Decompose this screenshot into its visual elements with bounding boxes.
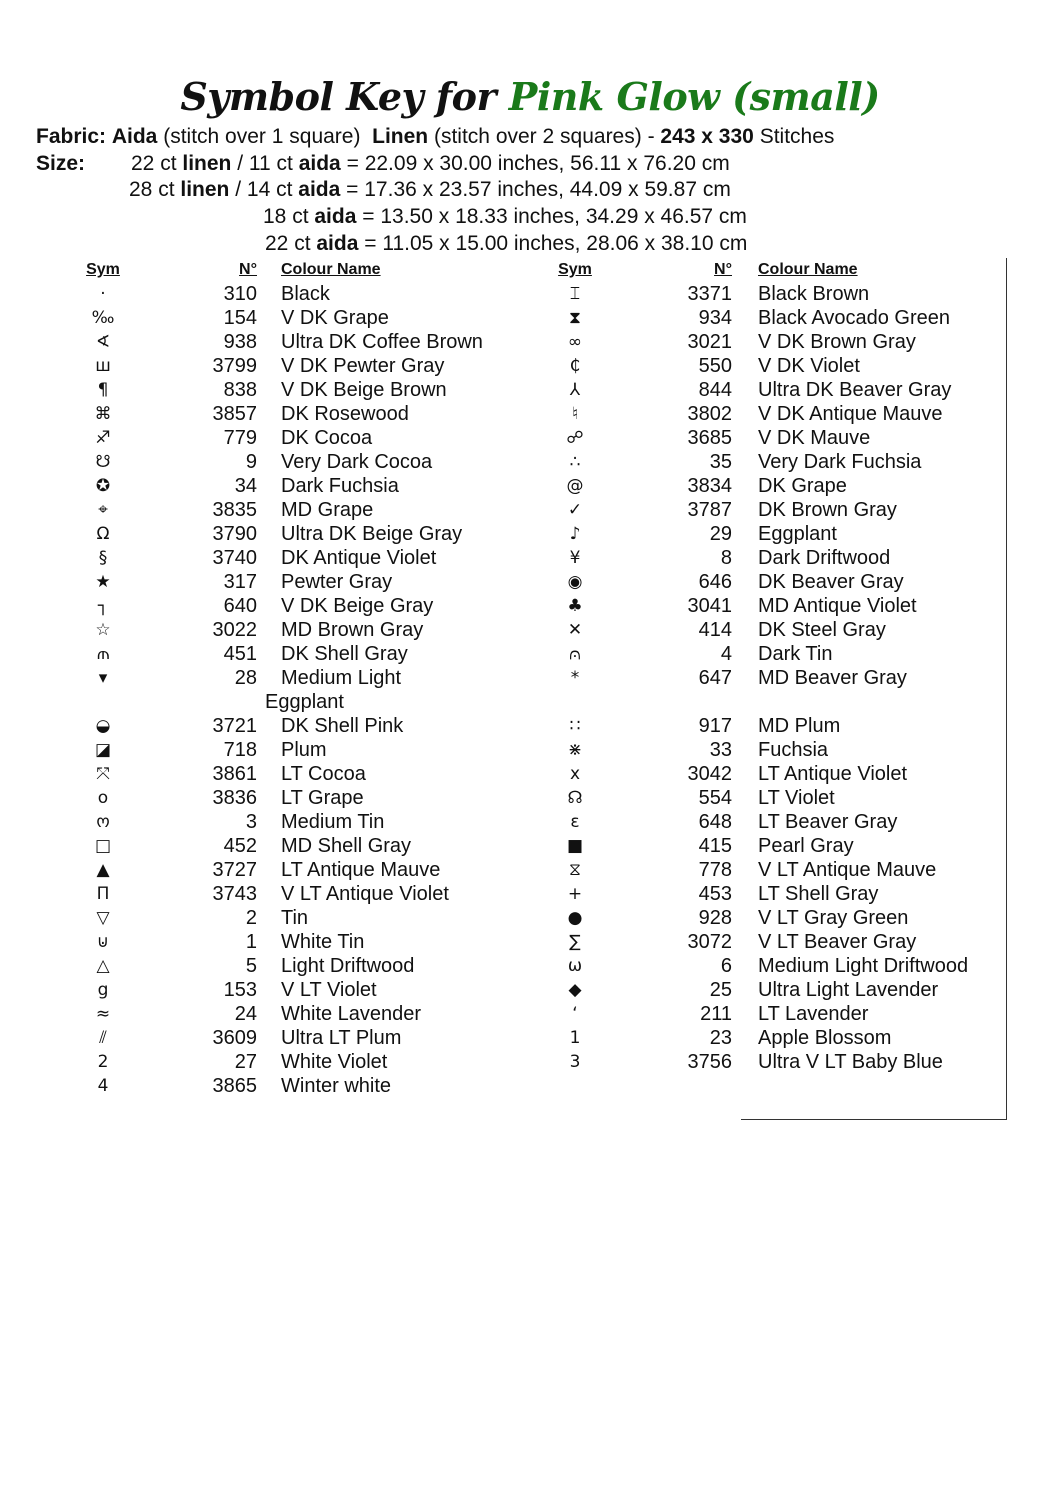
- floss-number: 453: [698, 883, 732, 905]
- colour-name: V DK Pewter Gray: [281, 355, 445, 377]
- colour-name: Very Dark Cocoa: [281, 451, 433, 473]
- symbol-glyph-icon: ⫙: [97, 644, 109, 664]
- floss-number: 3021: [687, 331, 732, 353]
- symbol-glyph-icon: ₵: [569, 356, 581, 376]
- colour-name: DK Shell Pink: [281, 715, 404, 737]
- size-count: 22 ct: [265, 232, 311, 255]
- colour-name: Light Driftwood: [281, 955, 415, 977]
- symbol-glyph-icon: ≈: [95, 1004, 111, 1024]
- colour-name: Apple Blossom: [758, 1027, 892, 1049]
- page-title: [0, 74, 1060, 119]
- symbol-glyph-icon: ·: [100, 284, 106, 304]
- symbol-glyph-icon: ◒: [95, 716, 111, 736]
- fabric-aida: Aida: [111, 125, 158, 148]
- symbol-glyph-icon: ⩀: [569, 644, 581, 664]
- floss-number: 452: [223, 835, 257, 857]
- symbol-glyph-icon: ♣: [567, 596, 583, 616]
- colour-name: DK Cocoa: [281, 427, 373, 449]
- size-dimensions: = 17.36 x 23.57 inches, 44.09 x 59.87 cm: [346, 178, 731, 201]
- floss-number: 3371: [687, 283, 732, 305]
- floss-number: 27: [234, 1051, 257, 1073]
- floss-number: 648: [698, 811, 732, 833]
- colour-name: Black Avocado Green: [758, 307, 950, 329]
- header-number: N°: [714, 261, 732, 278]
- symbol-glyph-icon: ☋: [95, 452, 111, 472]
- fabric-label: Fabric:: [36, 125, 107, 148]
- symbol-glyph-icon: ∑: [569, 932, 581, 952]
- floss-number: 33: [709, 739, 732, 761]
- colour-name: V LT Antique Mauve: [758, 859, 937, 881]
- floss-number: 3835: [212, 499, 257, 521]
- header-sym: Sym: [86, 261, 120, 278]
- colour-name: Pearl Gray: [758, 835, 854, 857]
- floss-number: 3756: [687, 1051, 732, 1073]
- floss-number: 3787: [687, 499, 732, 521]
- colour-name: DK Rosewood: [281, 403, 409, 425]
- floss-number: 3022: [212, 619, 257, 641]
- floss-number: 938: [223, 331, 257, 353]
- symbol-glyph-icon: ✕: [567, 620, 583, 640]
- floss-number: 3857: [212, 403, 257, 425]
- floss-number: 35: [709, 451, 732, 473]
- colour-name: Ultra DK Beige Gray: [281, 523, 463, 545]
- colour-name: V DK Beige Gray: [281, 595, 434, 617]
- size-dimensions: = 13.50 x 18.33 inches, 34.29 x 46.57 cm: [362, 205, 747, 228]
- floss-number: 3721: [212, 715, 257, 737]
- symbol-glyph-icon: ‰: [91, 308, 115, 328]
- colour-name: DK Steel Gray: [758, 619, 886, 641]
- colour-name: LT Violet: [758, 787, 835, 809]
- floss-number: 9: [245, 451, 257, 473]
- symbol-glyph-icon: ¶: [97, 380, 109, 400]
- symbol-glyph-icon: ☆: [95, 620, 111, 640]
- floss-number: 3790: [212, 523, 257, 545]
- symbol-glyph-icon: □: [94, 836, 112, 856]
- floss-number: 23: [709, 1027, 732, 1049]
- table-border-bottom: [741, 1119, 1007, 1120]
- symbol-glyph-icon: 2: [97, 1052, 109, 1072]
- header-colour-name: Colour Name: [758, 261, 858, 278]
- size-count: / 11 ct: [237, 152, 293, 175]
- colour-name: Medium Light Eggplant: [265, 667, 402, 713]
- floss-number: 5: [245, 955, 257, 977]
- floss-number: 646: [698, 571, 732, 593]
- colour-name: Pewter Gray: [281, 571, 393, 593]
- colour-name: Fuchsia: [758, 739, 829, 761]
- symbol-glyph-icon: *: [570, 668, 580, 688]
- floss-number: 647: [698, 667, 732, 689]
- colour-name: DK Antique Violet: [281, 547, 437, 569]
- symbol-glyph-icon: ▾: [98, 668, 108, 688]
- symbol-glyph-icon: ♪: [569, 524, 581, 544]
- floss-number: 154: [223, 307, 257, 329]
- colour-name: White Tin: [281, 931, 365, 953]
- table-border-right: [1006, 258, 1007, 1120]
- floss-number: 3802: [687, 403, 732, 425]
- floss-number: 24: [234, 1003, 257, 1025]
- colour-name: V DK Brown Gray: [758, 331, 916, 353]
- floss-number: 3609: [212, 1027, 257, 1049]
- size-fabric: linen: [182, 152, 232, 175]
- symbol-glyph-icon: 3: [569, 1052, 581, 1072]
- size-count: 22 ct: [131, 152, 177, 175]
- colour-name: MD Shell Gray: [281, 835, 412, 857]
- header-sym: Sym: [558, 261, 592, 278]
- size-label-text: Size:: [36, 152, 86, 175]
- size-label: [36, 152, 85, 176]
- floss-number: 310: [223, 283, 257, 305]
- symbol-glyph-icon: ω: [567, 956, 583, 976]
- symbol-glyph-icon: ∷: [569, 716, 581, 736]
- symbol-glyph-icon: ⌶: [569, 284, 581, 304]
- colour-name: V DK Beige Brown: [281, 379, 447, 401]
- symbol-glyph-icon: ☍: [566, 428, 584, 448]
- floss-number: 3727: [212, 859, 257, 881]
- colour-name: Dark Tin: [758, 643, 833, 665]
- symbol-glyph-icon: ■: [566, 836, 584, 856]
- colour-name: White Lavender: [281, 1003, 422, 1025]
- symbol-glyph-icon: ∢: [95, 332, 111, 352]
- colour-name: MD Grape: [281, 499, 374, 521]
- floss-number: 3834: [687, 475, 732, 497]
- symbol-glyph-icon: ⤧: [96, 764, 110, 784]
- colour-name: DK Shell Gray: [281, 643, 408, 665]
- symbol-glyph-icon: ш: [95, 356, 111, 376]
- floss-number: 28: [234, 667, 257, 689]
- linen-note: (stitch over 2 squares) -: [433, 125, 655, 148]
- floss-number: 844: [698, 379, 732, 401]
- symbol-glyph-icon: §: [98, 548, 108, 568]
- colour-name: Winter white: [281, 1075, 392, 1097]
- size-fabric: aida: [316, 232, 359, 255]
- floss-number: 29: [709, 523, 732, 545]
- size-line: [129, 178, 731, 202]
- colour-name: Black: [281, 283, 330, 305]
- size-fabric: aida: [298, 152, 341, 175]
- colour-name: LT Lavender: [758, 1003, 869, 1025]
- size-line: [265, 232, 747, 256]
- symbol-glyph-icon: ☊: [567, 788, 583, 808]
- symbol-glyph-icon: △: [96, 956, 110, 976]
- symbol-glyph-icon: ¥: [569, 548, 581, 568]
- symbol-glyph-icon: 1: [569, 1028, 581, 1048]
- floss-number: 2: [245, 907, 257, 929]
- fabric-linen: Linen: [372, 125, 429, 148]
- symbol-glyph-icon: ⌖: [98, 500, 108, 520]
- floss-number: 3799: [212, 355, 257, 377]
- floss-number: 414: [698, 619, 732, 641]
- colour-name: Ultra DK Coffee Brown: [281, 331, 483, 353]
- floss-number: 3836: [212, 787, 257, 809]
- size-line: [263, 205, 747, 229]
- colour-name: White Violet: [281, 1051, 388, 1073]
- symbol-glyph-icon: ▲: [96, 860, 110, 880]
- colour-name: Eggplant: [758, 523, 837, 545]
- colour-name: Medium Light Driftwood: [758, 955, 969, 977]
- floss-number: 3041: [687, 595, 732, 617]
- colour-name: Medium Tin: [281, 811, 385, 833]
- floss-number: 3740: [212, 547, 257, 569]
- symbol-glyph-icon: ‘: [572, 1004, 578, 1024]
- symbol-glyph-icon: ∞: [567, 332, 583, 352]
- symbol-glyph-icon: g: [97, 980, 109, 1000]
- colour-name: Ultra DK Beaver Gray: [758, 379, 952, 401]
- floss-number: 718: [223, 739, 257, 761]
- symbol-glyph-icon: ┐: [97, 596, 109, 616]
- floss-number: 640: [223, 595, 257, 617]
- floss-number: 550: [698, 355, 732, 377]
- symbol-glyph-icon: @: [566, 476, 584, 496]
- floss-number: 779: [223, 427, 257, 449]
- stitches-label: Stitches: [759, 125, 835, 148]
- colour-name: V LT Antique Violet: [281, 883, 449, 905]
- colour-name: LT Grape: [281, 787, 364, 809]
- floss-number: 3743: [212, 883, 257, 905]
- colour-name: Dark Fuchsia: [281, 475, 399, 497]
- size-fabric: aida: [298, 178, 341, 201]
- symbol-glyph-icon: ◆: [568, 980, 582, 1000]
- floss-number: 451: [223, 643, 257, 665]
- header-number: N°: [239, 261, 257, 278]
- symbol-glyph-icon: ✓: [567, 500, 583, 520]
- colour-name: MD Brown Gray: [281, 619, 424, 641]
- symbol-glyph-icon: ო: [96, 812, 110, 832]
- size-fabric: linen: [180, 178, 230, 201]
- colour-name: LT Beaver Gray: [758, 811, 898, 833]
- symbol-glyph-icon: ◉: [567, 572, 583, 592]
- floss-number: 4: [720, 643, 732, 665]
- floss-number: 838: [223, 379, 257, 401]
- symbol-glyph-icon: Π: [96, 884, 110, 904]
- colour-name: Ultra LT Plum: [281, 1027, 402, 1049]
- colour-name: V LT Violet: [281, 979, 377, 1001]
- floss-number: 3865: [212, 1075, 257, 1097]
- symbol-glyph-icon: ▽: [96, 908, 110, 928]
- colour-name: V LT Gray Green: [758, 907, 909, 929]
- colour-name: LT Shell Gray: [758, 883, 879, 905]
- header-colour-name: Colour Name: [281, 261, 381, 278]
- symbol-glyph-icon: ⧗: [569, 308, 581, 328]
- colour-name: V DK Grape: [281, 307, 389, 329]
- symbol-glyph-icon: ♐: [95, 428, 111, 448]
- size-fabric: aida: [314, 205, 357, 228]
- title-prefix: Symbol Key for: [180, 74, 497, 119]
- symbol-glyph-icon: ⋇: [567, 740, 583, 760]
- colour-name: Plum: [281, 739, 327, 761]
- floss-number: 153: [223, 979, 257, 1001]
- colour-name: Tin: [281, 907, 309, 929]
- floss-number: 25: [709, 979, 732, 1001]
- colour-name: Ultra V LT Baby Blue: [758, 1051, 943, 1073]
- colour-name: Black Brown: [758, 283, 870, 305]
- symbol-glyph-icon: ⧖: [569, 860, 581, 880]
- floss-number: 3685: [687, 427, 732, 449]
- floss-number: 928: [698, 907, 732, 929]
- floss-number: 211: [700, 1003, 732, 1025]
- floss-number: 554: [698, 787, 732, 809]
- floss-number: 934: [698, 307, 732, 329]
- symbol-glyph-icon: 4: [97, 1076, 109, 1096]
- floss-number: 8: [720, 547, 732, 569]
- floss-number: 3861: [212, 763, 257, 785]
- colour-name: V LT Beaver Gray: [758, 931, 917, 953]
- symbol-glyph-icon: ⌘: [94, 404, 112, 424]
- symbol-glyph-icon: ε: [570, 812, 580, 832]
- symbol-glyph-icon: ⅄: [569, 380, 581, 400]
- symbol-glyph-icon: Ω: [96, 524, 110, 544]
- colour-name: Very Dark Fuchsia: [758, 451, 922, 473]
- floss-number: 317: [223, 571, 257, 593]
- symbol-glyph-icon: ∴: [569, 452, 581, 472]
- floss-number: 415: [698, 835, 732, 857]
- colour-name: DK Brown Gray: [758, 499, 897, 521]
- symbol-glyph-icon: o: [97, 788, 109, 808]
- floss-number: 1: [245, 931, 257, 953]
- floss-number: 917: [698, 715, 732, 737]
- floss-number: 3: [245, 811, 257, 833]
- colour-name: MD Plum: [758, 715, 841, 737]
- symbol-glyph-icon: ⫽: [99, 1028, 107, 1048]
- colour-name: LT Antique Violet: [758, 763, 908, 785]
- symbol-glyph-icon: ♮: [571, 404, 579, 424]
- colour-name: Dark Driftwood: [758, 547, 891, 569]
- symbol-glyph-icon: +: [567, 884, 583, 904]
- size-dimensions: = 22.09 x 30.00 inches, 56.11 x 76.20 cm: [346, 152, 730, 175]
- colour-name: V DK Mauve: [758, 427, 871, 449]
- floss-number: 3042: [687, 763, 732, 785]
- stitch-count: 243 x 330: [660, 125, 754, 148]
- aida-note: (stitch over 1 square): [163, 125, 361, 148]
- colour-name: Ultra Light Lavender: [758, 979, 939, 1001]
- symbol-glyph-icon: ⊍: [96, 932, 110, 952]
- floss-number: 3072: [687, 931, 732, 953]
- symbol-glyph-icon: x: [569, 764, 581, 784]
- size-line: [131, 152, 730, 176]
- floss-number: 34: [234, 475, 257, 497]
- colour-name: LT Cocoa: [281, 763, 366, 785]
- symbol-key-table: [80, 258, 1008, 1098]
- symbol-glyph-icon: ●: [567, 908, 583, 928]
- colour-name: V DK Violet: [758, 355, 860, 377]
- floss-number: 6: [720, 955, 732, 977]
- symbol-glyph-icon: ◪: [94, 740, 112, 760]
- symbol-glyph-icon: ✪: [95, 476, 111, 496]
- size-count: 18 ct: [263, 205, 309, 228]
- symbol-glyph-icon: ★: [95, 572, 111, 592]
- pattern-name: Pink Glow (small): [508, 74, 880, 119]
- size-count: / 14 ct: [235, 178, 293, 201]
- floss-number: 778: [698, 859, 732, 881]
- colour-name: MD Antique Violet: [758, 595, 917, 617]
- colour-name: DK Grape: [758, 475, 847, 497]
- colour-name: DK Beaver Gray: [758, 571, 904, 593]
- size-count: 28 ct: [129, 178, 175, 201]
- colour-name: V DK Antique Mauve: [758, 403, 943, 425]
- colour-name: LT Antique Mauve: [281, 859, 441, 881]
- colour-name: MD Beaver Gray: [758, 667, 907, 689]
- size-dimensions: = 11.05 x 15.00 inches, 28.06 x 38.10 cm: [364, 232, 748, 255]
- fabric-line: [36, 125, 834, 149]
